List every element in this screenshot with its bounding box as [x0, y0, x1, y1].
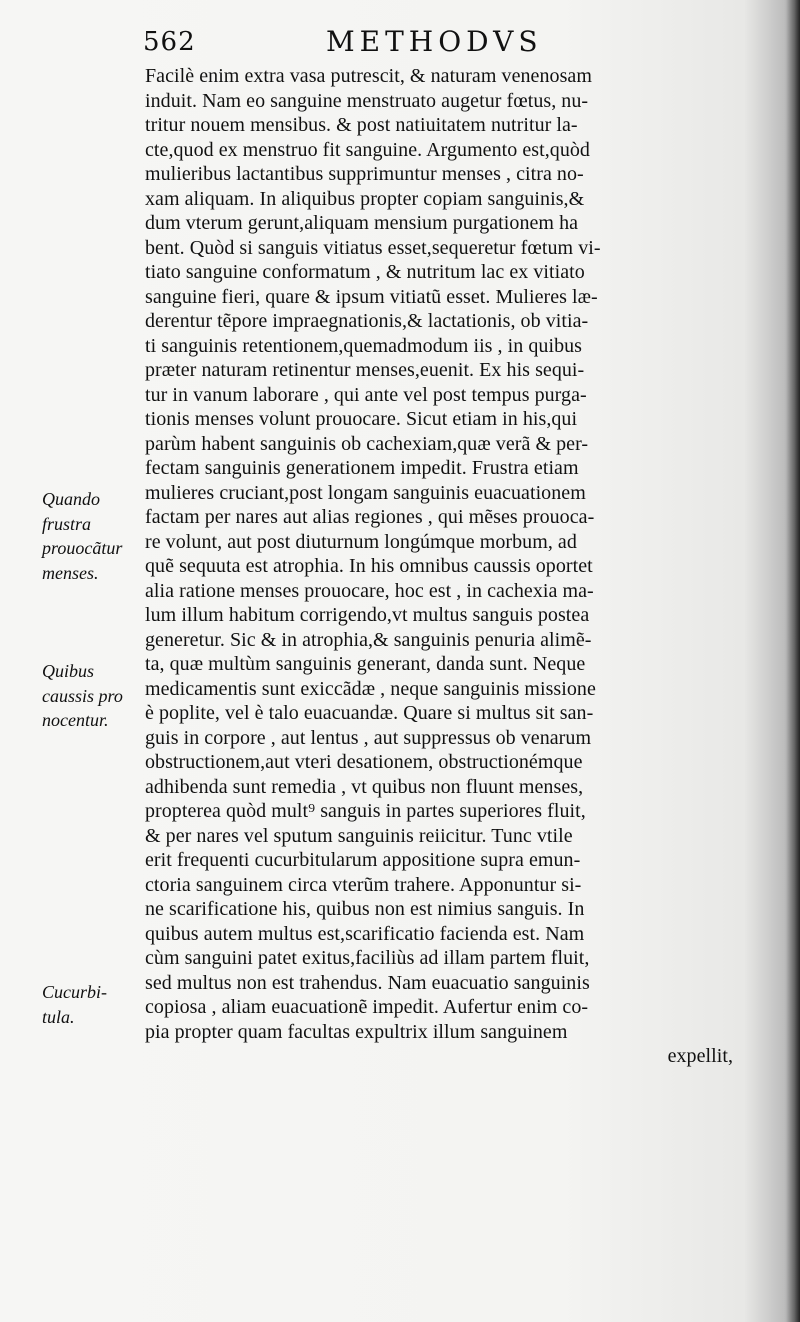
text-line: medicamentis sunt exiccãdæ , neque sanguinis missione: [145, 677, 596, 700]
margin-note-line: Quibus: [42, 661, 95, 681]
page-number: 562: [143, 27, 196, 57]
text-line: quibus autem multus est,scarificatio facienda est. Nam: [145, 922, 585, 945]
margin-note-quibus-caussis: [42, 659, 152, 733]
text-line: obstructionem,aut vteri desationem, obstructionémque: [145, 751, 583, 773]
margin-note-line: Cucurbi-: [42, 982, 107, 1002]
margin-note-quando-frustra: [42, 487, 152, 585]
running-head: METHODVS: [326, 25, 543, 58]
margin-note-line: Quando: [42, 489, 100, 509]
text-line: ta, quæ multùm sanguinis generant, danda sunt. Neque: [145, 653, 586, 675]
text-line: alia ratione menses prouocare, hoc est , in cachexia ma-: [145, 579, 594, 602]
text-line: & per nares vel sputum sanguinis reiicitur. Tunc vtile: [145, 824, 573, 847]
text-line: cùm sanguini patet exitus,faciliùs ad illam partem fluit,: [145, 947, 590, 969]
margin-note-line: prouocãtur: [42, 538, 123, 558]
text-line: Facilè enim extra vasa putrescit, & naturam venenosam: [145, 65, 592, 87]
catchword: expellit,: [667, 1045, 733, 1067]
text-line: induit. Nam eo sanguine menstruato augetur fœtus, nu-: [145, 89, 589, 112]
text-line: ti sanguinis retentionem,quemadmodum iis , in quibus: [145, 334, 583, 357]
text-line: re volunt, aut post diuturnum longúmque morbum, ad: [145, 530, 577, 553]
text-line: cte,quod ex menstruo fit sanguine. Argumento est,quòd: [145, 138, 590, 161]
text-line: bent. Quòd si sanguis vitiatus esset,sequeretur fœtum vi-: [145, 236, 601, 259]
text-line: parùm habent sanguinis ob cachexiam,quæ verã & per-: [145, 432, 589, 455]
text-line: mulieres cruciant,post longam sanguinis euacuationem: [145, 481, 586, 504]
text-line: guis in corpore , aut lentus , aut suppressus ob venarum: [145, 726, 592, 749]
text-line: ne scarificatione his, quibus non est nimius sanguis. In: [145, 898, 585, 920]
text-line: derentur tẽpore impraegnationis,& lactationis, ob vitia-: [145, 310, 589, 332]
text-line: propterea quòd mult⁹ sanguis in partes superiores fluit,: [145, 800, 586, 822]
margin-note-line: caussis pro: [42, 685, 123, 706]
margin-note-line: tula.: [42, 1006, 75, 1027]
text-line: tiato sanguine conformatum , & nutritum lac ex vitiato: [145, 261, 585, 283]
text-line: factam per nares aut alias regiones , qui mẽses prouoca-: [145, 506, 595, 528]
text-line: sanguine fieri, quare & ipsum vitiatũ esset. Mulieres læ-: [145, 285, 598, 308]
text-line: adhibenda sunt remedia , vt quibus non fluunt menses,: [145, 775, 584, 798]
page-edge-shadow: [786, 0, 800, 1322]
text-line: quẽ sequuta est atrophia. In his omnibus caussis oportet: [145, 555, 593, 577]
text-line: tritur nouem mensibus. & post natiuitatem nutritur la-: [145, 114, 578, 136]
text-line: pia propter quam facultas expultrix illum sanguinem: [145, 1020, 568, 1043]
text-line: ctoria sanguinem circa vterũm trahere. Apponuntur si-: [145, 873, 582, 896]
text-line: xam aliquam. In aliquibus propter copiam sanguinis,&: [145, 187, 585, 210]
text-line: præter naturam retinentur menses,euenit. Ex his sequi-: [145, 359, 585, 381]
text-line: generetur. Sic & in atrophia,& sanguinis penuria alimẽ-: [145, 628, 592, 651]
text-line: sed multus non est trahendus. Nam euacuatio sanguinis: [145, 971, 590, 994]
page-header: [0, 22, 800, 62]
text-line: mulieribus lactantibus supprimuntur menses , citra no-: [145, 163, 584, 185]
text-line: copiosa , aliam euacuationẽ impedit. Aufertur enim co-: [145, 996, 589, 1018]
text-line: dum vterum gerunt,aliquam mensium purgationem ha: [145, 212, 579, 234]
text-line: tionis menses volunt prouocare. Sicut etiam in his,qui: [145, 408, 578, 430]
margin-note-line: nocentur.: [42, 710, 109, 730]
text-line: erit frequenti cucurbitularum appositione supra emun-: [145, 849, 581, 871]
margin-note-cucurbitula: [42, 980, 152, 1029]
body-text: [145, 64, 745, 1069]
text-line: lum illum habitum corrigendo,vt multus sanguis postea: [145, 604, 590, 626]
text-line: tur in vanum laborare , qui ante vel post tempus purga-: [145, 383, 587, 406]
text-line: fectam sanguinis generationem impedit. Frustra etiam: [145, 457, 579, 479]
margin-note-line: frustra: [42, 513, 92, 534]
margin-note-line: menses.: [42, 562, 99, 583]
text-line: è poplite, vel è talo euacuandæ. Quare si multus sit san-: [145, 702, 594, 724]
